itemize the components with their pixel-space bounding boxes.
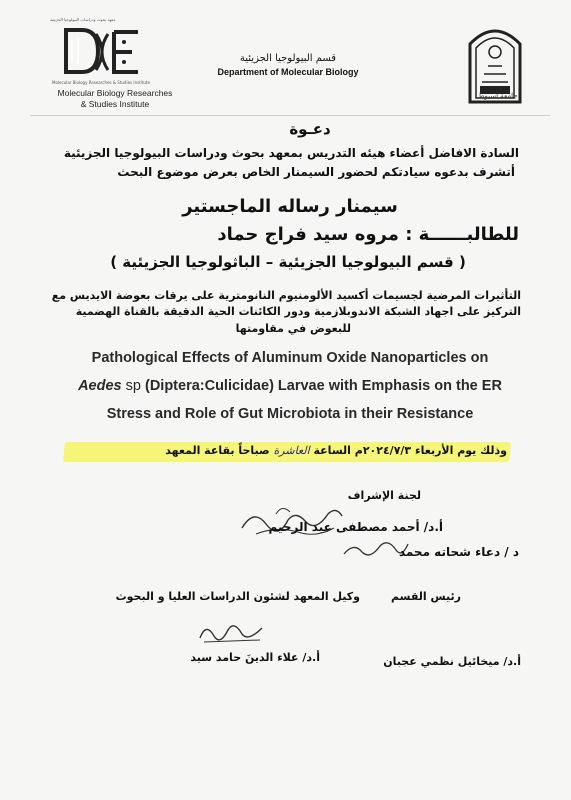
institute-logo-icon bbox=[52, 22, 162, 84]
schedule-prefix: وذلك يوم الأربعاء bbox=[415, 444, 507, 457]
department-name-ar: قسم البيولوجيا الجزيئية bbox=[239, 53, 337, 64]
thesis-genus: Aedes bbox=[78, 378, 122, 394]
seminar-heading: سيمنار رساله الماجستير bbox=[182, 196, 398, 217]
thesis-title-en-line-2-rest: (Diptera:Culicidae) Larvae with Emphasis on the ER bbox=[144, 378, 502, 394]
student-department: ( قسم البيولوجيا الجزيئية – الباثولوجيا الجزيئية ) bbox=[110, 253, 466, 271]
institute-logo-caption-ar: معهد بحوث ودراسات البيولوجيا الجزيئية bbox=[50, 17, 116, 22]
schedule-date: ٢٠٢٤/٧/٣م bbox=[354, 444, 412, 457]
institute-name-line1: Molecular Biology Researches bbox=[57, 88, 173, 98]
institute-name-line2: & Studies Institute bbox=[80, 99, 150, 109]
institute-logo-caption-en: Molecular Biology Researches & Studies Institute bbox=[52, 80, 150, 85]
signature-3-icon bbox=[196, 618, 266, 646]
university-logo-caption: جامعة أسيوط bbox=[478, 92, 518, 100]
department-head-name: أ.د/ ميخائيل نظمي عجبان bbox=[383, 655, 521, 668]
committee-member-2: د / دعاء شحاته محمد bbox=[398, 545, 519, 559]
invitation-line-2: أتشرف بدعوه سيادتكم لحضور السيمنار الخاص بعرض موضوع البحث bbox=[117, 165, 515, 179]
thesis-species: sp bbox=[125, 378, 141, 394]
schedule-suffix: صباحاً بقاعة المعهد bbox=[165, 444, 270, 457]
vice-dean-name: أ.د/ علاء الدينَ حامد سيد bbox=[190, 651, 320, 664]
institute-name bbox=[40, 88, 190, 110]
department-name-en: Department of Molecular Biology bbox=[217, 67, 359, 77]
thesis-title-en-line-3: Stress and Role of Gut Microbiota in their Resistance bbox=[106, 406, 474, 422]
department-head-role: رئيس القسم bbox=[391, 590, 461, 603]
committee-member-1: أ.د/ أحمد مصطفى عبد الرحيم bbox=[268, 520, 443, 534]
thesis-title-ar-line-3: للبعوض في مقاومتها bbox=[235, 322, 351, 335]
vice-dean-role: وكيل المعهد لشئون الدراسات العليا و البحوث bbox=[115, 590, 360, 603]
thesis-title-ar-line-2: التركيز على اجهاد الشبكة الاندوبلازمية ودور الكائنات الحية الدقيقة بالقناة الهضمية bbox=[75, 305, 521, 318]
schedule-line bbox=[165, 444, 507, 457]
student-label: للطالبــــــة : bbox=[405, 224, 519, 245]
thesis-title-en-line-1: Pathological Effects of Aluminum Oxide Nanoparticles on bbox=[91, 350, 489, 366]
schedule-time-label: الساعة bbox=[313, 444, 351, 457]
invitation-title: دعـوة bbox=[289, 120, 331, 138]
student-name: مروه سيد فراج حماد bbox=[217, 224, 399, 245]
header-divider bbox=[30, 115, 550, 116]
thesis-title-ar-line-1: التأثيرات المرضية لجسيمات أكسيد الألومنيوم النانومترية على يرقات بعوضة الايديس مع bbox=[51, 289, 521, 302]
invitation-line-1: السادة الافاضل أعضاء هيئه التدريس بمعهد بحوث ودراسات البيولوجيا الجزيئية bbox=[63, 146, 519, 160]
committee-heading: لجنة الإشراف bbox=[347, 489, 421, 502]
schedule-time-handwritten: العاشرة bbox=[273, 444, 310, 457]
thesis-title-en-line-2 bbox=[30, 378, 550, 394]
student-line bbox=[217, 224, 519, 245]
